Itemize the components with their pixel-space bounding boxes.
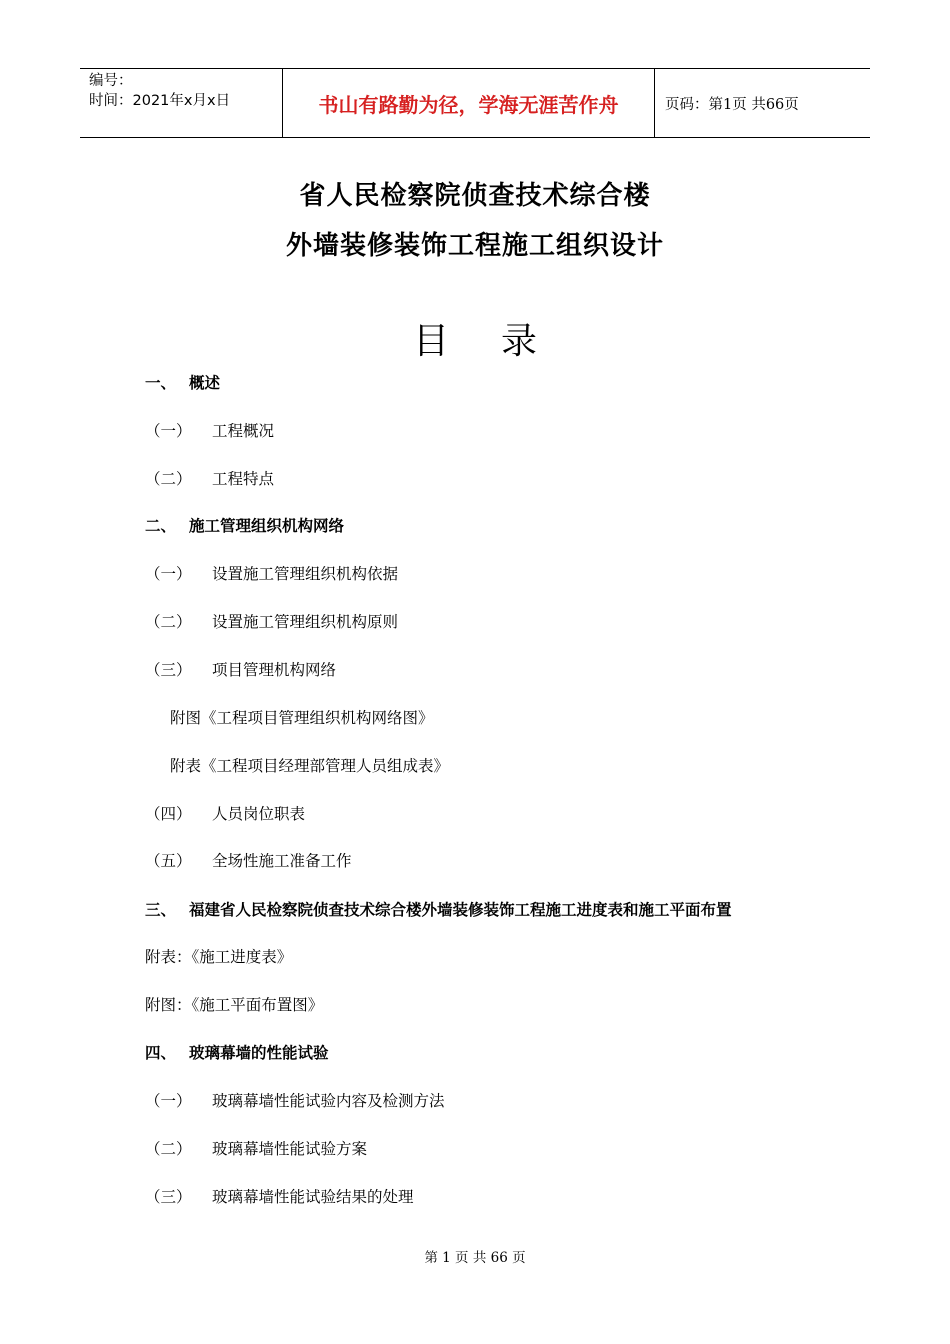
toc-item-number: 二、 [145, 517, 177, 535]
toc-item [145, 1091, 445, 1111]
toc-item-number: （二） [145, 470, 192, 488]
toc-item-text: 项目管理机构网络 [212, 661, 337, 679]
toc-item [145, 660, 336, 680]
toc-item-text: 附表：《施工进度表》 [145, 948, 293, 966]
toc-item-number: （三） [145, 1188, 192, 1206]
toc-item-number: （一） [145, 565, 192, 583]
toc-item-text: 福建省人民检察院侦查技术综合楼外墙装修装饰工程施工进度表和施工平面布置 [189, 901, 732, 919]
header-motto: 书山有路勤为径，学海无涯苦作舟 [282, 69, 655, 137]
toc-item-text: 工程概况 [212, 422, 275, 440]
toc-item-number: （一） [145, 1092, 192, 1110]
toc-item [145, 1043, 329, 1063]
toc-item-number: 一、 [145, 374, 177, 392]
toc-item [145, 995, 323, 1015]
toc-item-text: 设置施工管理组织机构依据 [212, 565, 399, 583]
toc-item [145, 516, 344, 536]
page-header [80, 68, 870, 138]
toc-item-number: （四） [145, 805, 192, 823]
toc-item-text: 施工管理组织机构网络 [189, 517, 345, 535]
toc-item-text: 玻璃幕墙性能试验内容及检测方法 [212, 1092, 445, 1110]
toc-item-text: 附图《工程项目管理组织机构网络图》 [170, 709, 434, 727]
toc-item-text: 附表《工程项目经理部管理人员组成表》 [170, 757, 450, 775]
toc-item-text: 设置施工管理组织机构原则 [212, 613, 399, 631]
toc-item [145, 1187, 414, 1207]
toc-item [170, 708, 434, 728]
toc-item-text: 玻璃幕墙性能试验方案 [212, 1140, 368, 1158]
header-page-info: 页码：第1页 共66页 [665, 96, 799, 113]
toc-item [145, 421, 274, 441]
page-footer: 第 1 页 共 66 页 [424, 1250, 526, 1266]
toc-item [145, 1139, 367, 1159]
toc-item-number: （二） [145, 613, 192, 631]
toc-item-number: 四、 [145, 1044, 177, 1062]
toc-item-text: 玻璃幕墙性能试验结果的处理 [212, 1188, 414, 1206]
toc-item-text: 玻璃幕墙的性能试验 [189, 1044, 329, 1062]
header-time-label: 时间：2021年x月x日 [89, 93, 231, 109]
header-number-label: 编号： [89, 73, 133, 89]
toc-item-text: 附图：《施工平面布置图》 [145, 996, 324, 1014]
toc-item-text: 工程特点 [212, 470, 275, 488]
header-meta [80, 69, 282, 137]
toc-item [145, 804, 305, 824]
toc-item-text: 人员岗位职表 [212, 805, 306, 823]
toc-item-number: 三、 [145, 901, 177, 919]
toc-item-number: （三） [145, 661, 192, 679]
toc-item [145, 564, 398, 584]
toc-item-text: 概述 [189, 374, 221, 392]
toc-item [145, 947, 292, 967]
toc-item-number: （一） [145, 422, 192, 440]
toc-heading: 目录 [412, 321, 589, 362]
toc-item [145, 612, 398, 632]
toc-item-text: 全场性施工准备工作 [212, 852, 352, 870]
toc-item-number: （二） [145, 1140, 192, 1158]
toc-item [145, 469, 274, 489]
toc-item [170, 756, 449, 776]
document-title-line2: 外墙装修装饰工程施工组织设计 [285, 231, 664, 261]
document-title-line1: 省人民检察院侦查技术综合楼 [299, 181, 651, 211]
toc-item [145, 373, 220, 393]
toc-item-number: （五） [145, 852, 192, 870]
toc-item [145, 851, 352, 871]
toc-item [145, 900, 732, 920]
